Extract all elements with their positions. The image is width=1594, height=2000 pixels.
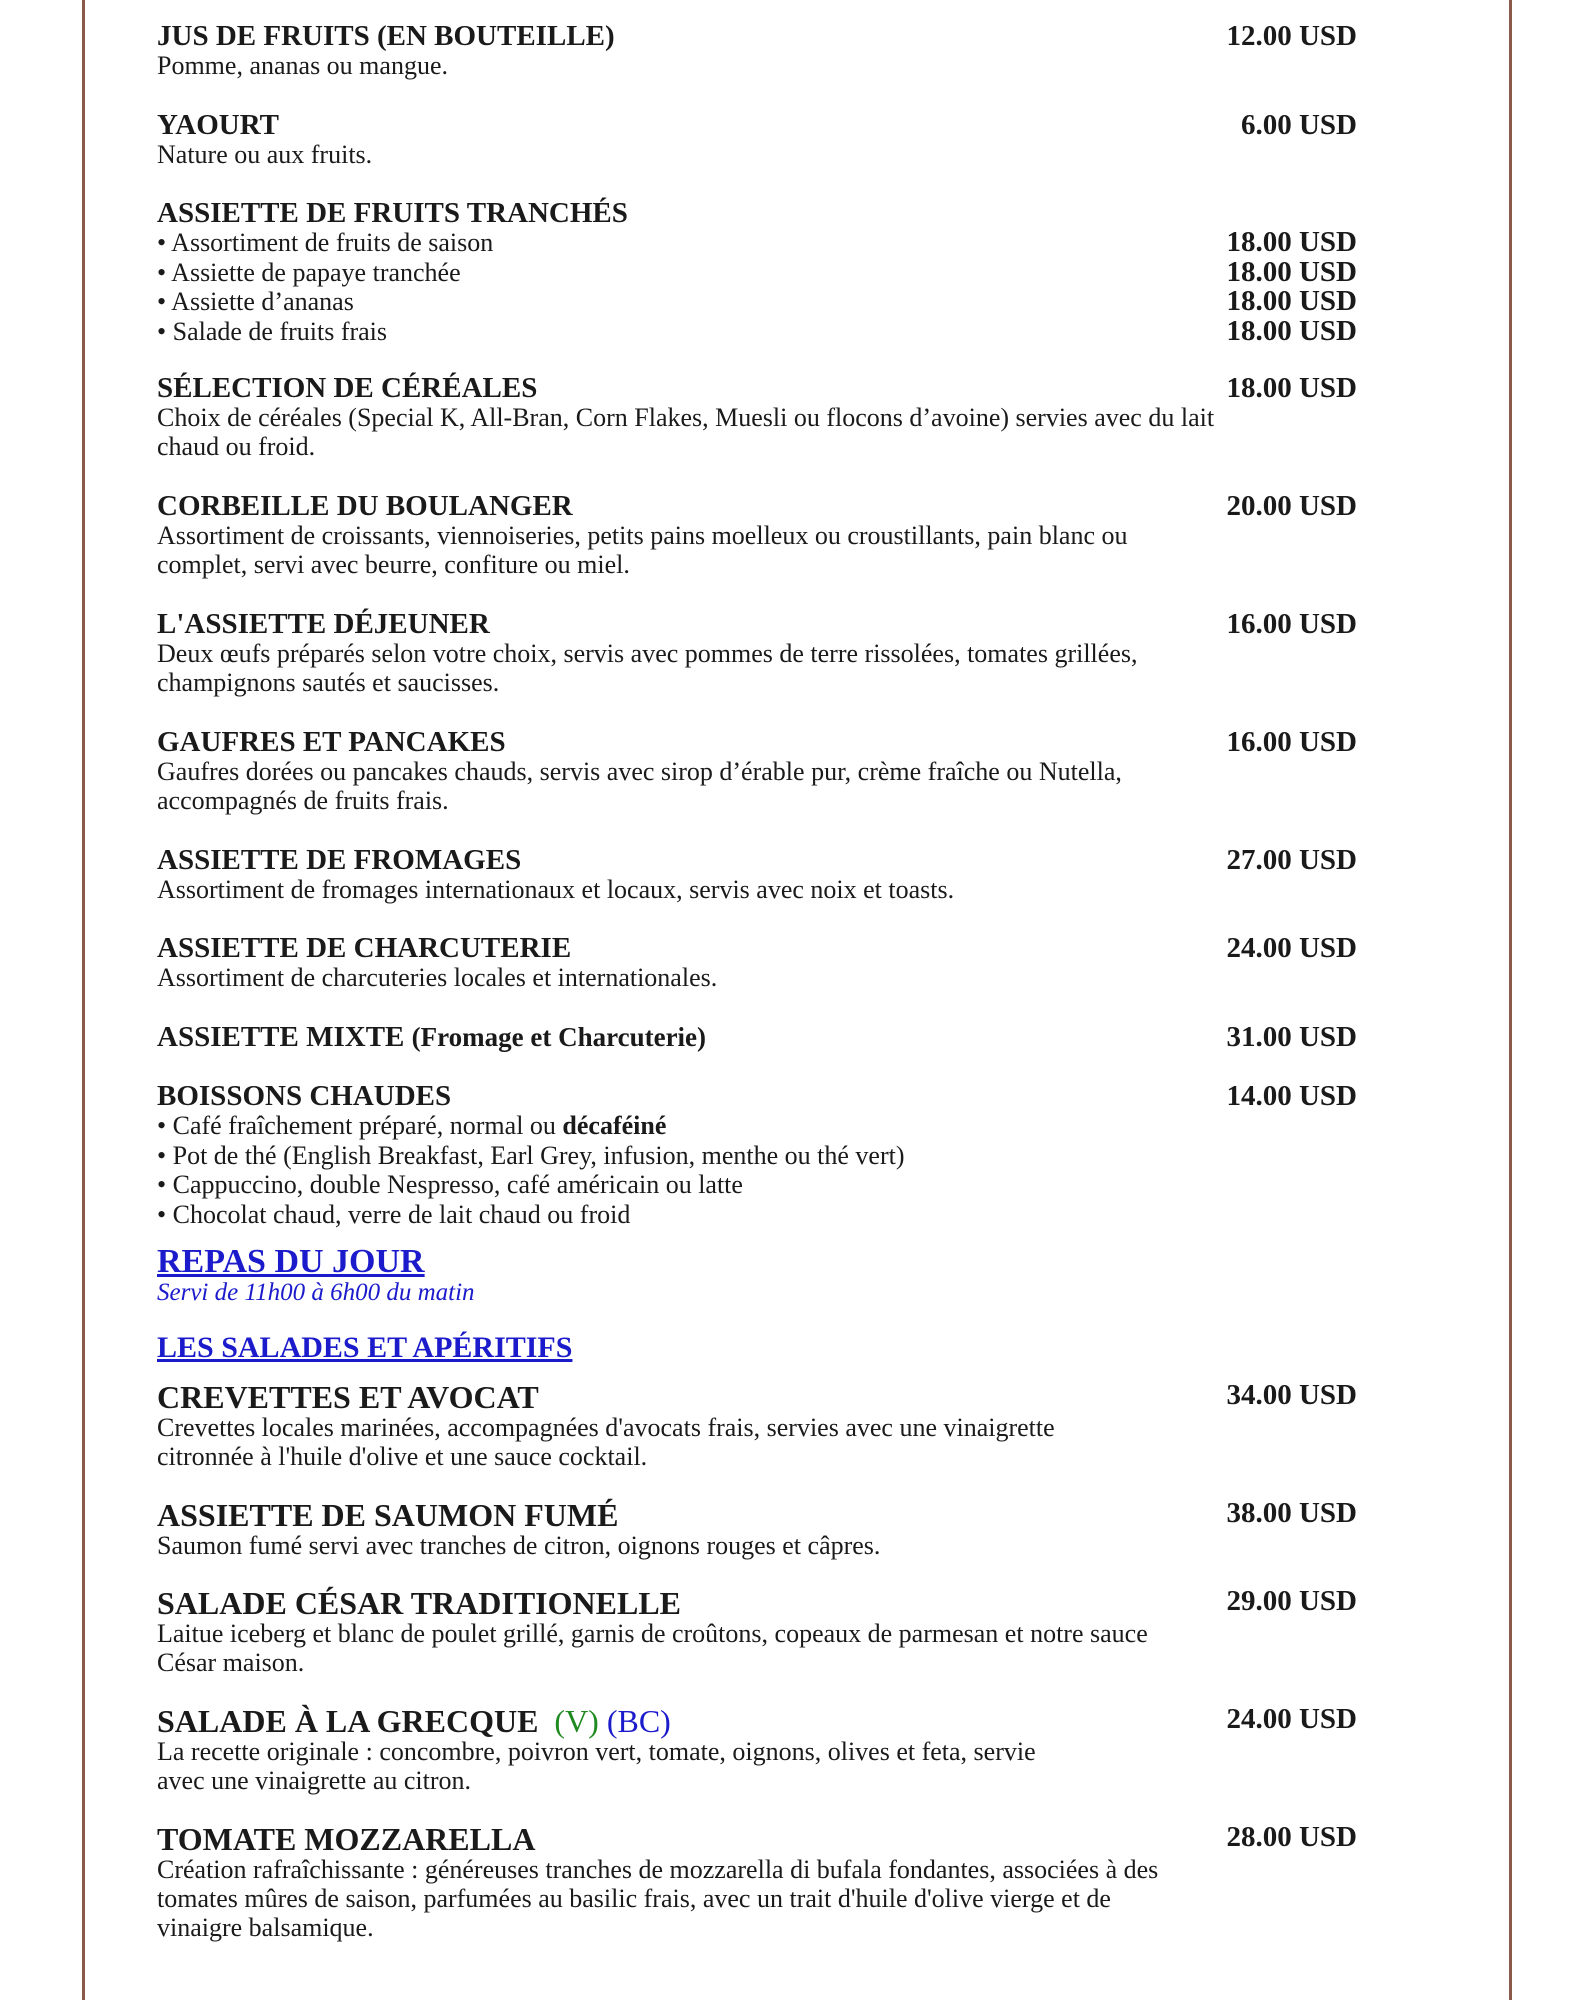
bullet-list	[157, 228, 1357, 346]
list-item: • Cappuccino, double Nespresso, café américain ou latte	[157, 1170, 743, 1199]
item-title	[157, 1023, 706, 1052]
section-title: LES SALADES ET APÉRITIFS	[157, 1331, 573, 1364]
list-item-text: • Salade de fruits frais	[157, 316, 388, 346]
item-price: 27.00 USD	[1226, 844, 1357, 876]
bc-badge: (BC)	[606, 1703, 671, 1739]
item-title: SÉLECTION DE CÉRÉALES	[157, 372, 538, 404]
item-title: ASSIETTE DE CHARCUTERIE	[157, 932, 572, 964]
item-title: ASSIETTE DE FROMAGES	[157, 844, 522, 876]
item-description: Assortiment de fromages internationaux et locaux, servis avec noix et toasts.	[157, 875, 955, 904]
menu-item	[157, 1499, 1357, 1587]
menu-item	[157, 728, 1357, 846]
item-description: Laitue iceberg et blanc de poulet grillé, garnis de croûtons, copeaux de parmesan et notre sauce César maison.	[157, 1619, 1148, 1677]
list-item-text: • Café fraîchement préparé, normal ou	[157, 1111, 563, 1140]
item-price: 34.00 USD	[1226, 1379, 1357, 1411]
menu-item	[157, 1023, 1357, 1082]
item-title: CORBEILLE DU BOULANGER	[157, 490, 573, 522]
menu-item	[157, 1381, 1357, 1499]
list-item	[157, 287, 1357, 317]
item-price: 24.00 USD	[1226, 1703, 1357, 1735]
item-title: ASSIETTE DE SAUMON FUMÉ	[157, 1497, 619, 1533]
item-description: Crevettes locales marinées, accompagnées d'avocats frais, servies avec une vinaigrette citronnée à l'huile d'olive et une sauce cocktail.	[157, 1413, 1055, 1471]
item-description: Choix de céréales (Special K, All-Bran, Corn Flakes, Muesli ou flocons d’avoine) servies avec du lait chaud ou froid.	[157, 403, 1215, 461]
item-price: 20.00 USD	[1226, 490, 1357, 522]
item-title: CREVETTES ET AVOCAT	[157, 1379, 539, 1415]
item-title-sub: (Fromage et Charcuterie)	[411, 1022, 707, 1052]
list-item	[157, 1111, 1357, 1141]
item-price: 18.00 USD	[1226, 314, 1357, 347]
item-price: 16.00 USD	[1226, 726, 1357, 758]
item-price: 12.00 USD	[1226, 20, 1357, 52]
menu-item	[157, 374, 1357, 492]
item-title-main: SALADE À LA GRECQUE	[157, 1703, 539, 1739]
section-repas	[157, 1245, 1357, 1333]
list-item: • Pot de thé (English Breakfast, Earl Grey, infusion, menthe ou thé vert)	[157, 1140, 905, 1170]
item-description: Deux œufs préparés selon votre choix, servis avec pommes de terre rissolées, tomates grillées, champignons sautés et saucisses.	[157, 639, 1138, 697]
item-title: L'ASSIETTE DÉJEUNER	[157, 608, 490, 640]
item-description: Assortiment de charcuteries locales et internationales.	[157, 963, 718, 992]
list-item-text: • Assortiment de fruits de saison	[157, 228, 494, 257]
item-title: JUS DE FRUITS (EN BOUTEILLE)	[157, 20, 615, 52]
right-border	[1509, 0, 1512, 2000]
menu-item	[157, 1823, 1357, 1953]
menu-item-fruits	[157, 199, 1357, 374]
item-price: 31.00 USD	[1226, 1021, 1357, 1053]
menu-item	[157, 22, 1357, 111]
item-title	[157, 1705, 671, 1737]
list-item-text: • Assiette de papaye tranchée	[157, 257, 461, 287]
menu-item-boissons	[157, 1082, 1357, 1245]
section-title: REPAS DU JOUR	[157, 1243, 425, 1280]
section-note: Servi de 11h00 à 6h00 du matin	[157, 1279, 475, 1306]
item-price: 18.00 USD	[1226, 226, 1357, 258]
menu-page	[157, 22, 1357, 1953]
item-price: 18.00 USD	[1226, 372, 1357, 404]
menu-item	[157, 1705, 1357, 1823]
item-title: YAOURT	[157, 109, 279, 141]
list-item	[157, 314, 1357, 347]
bullet-list	[157, 1111, 1357, 1229]
menu-item	[157, 934, 1357, 1023]
vegetarian-badge: (V)	[554, 1703, 599, 1739]
section-salades	[157, 1333, 1357, 1381]
list-item	[157, 228, 1357, 258]
item-title: SALADE CÉSAR TRADITIONELLE	[157, 1585, 681, 1621]
item-title: TOMATE MOZZARELLA	[157, 1821, 536, 1857]
item-price: 24.00 USD	[1226, 932, 1357, 964]
item-description: Gaufres dorées ou pancakes chauds, servis avec sirop d’érable pur, crème fraîche ou Nutella, accompagnés de fruits frais.	[157, 757, 1122, 815]
list-item: • Chocolat chaud, verre de lait chaud ou froid	[157, 1199, 631, 1229]
item-price: 14.00 USD	[1226, 1080, 1357, 1112]
item-price: 28.00 USD	[1226, 1821, 1357, 1853]
item-price: 18.00 USD	[1226, 285, 1357, 317]
item-price: 18.00 USD	[1226, 255, 1357, 288]
item-description: La recette originale : concombre, poivron vert, tomate, oignons, olives et feta, servie avec une vinaigrette au citron.	[157, 1737, 1036, 1795]
menu-item	[157, 492, 1357, 610]
item-title-main: ASSIETTE MIXTE	[157, 1021, 405, 1053]
item-price: 16.00 USD	[1226, 608, 1357, 640]
item-title: GAUFRES ET PANCAKES	[157, 726, 506, 758]
menu-item	[157, 846, 1357, 934]
left-border	[82, 0, 85, 2000]
list-item	[157, 255, 1357, 288]
item-price: 6.00 USD	[1240, 109, 1357, 141]
list-item-text: • Assiette d’ananas	[157, 287, 354, 316]
item-description: Création rafraîchissante : généreuses tranches de mozzarella di bufala fondantes, associées à des tomates mûres de saison, parfumées au basilic frais, avec un trait d'huile d'olive vierge et de vinaigre balsamique.	[157, 1855, 1159, 1942]
item-description: Nature ou aux fruits.	[157, 140, 373, 169]
item-title: BOISSONS CHAUDES	[157, 1080, 452, 1112]
item-description: Saumon fumé servi avec tranches de citron, oignons rouges et câpres.	[157, 1531, 881, 1560]
menu-item	[157, 1587, 1357, 1705]
list-item-emphasis: décaféiné	[562, 1111, 667, 1140]
menu-item	[157, 610, 1357, 728]
item-description: Pomme, ananas ou mangue.	[157, 51, 448, 80]
item-price: 38.00 USD	[1226, 1497, 1357, 1529]
item-price: 29.00 USD	[1226, 1585, 1357, 1617]
menu-item	[157, 111, 1357, 199]
item-title: ASSIETTE DE FRUITS TRANCHÉS	[157, 197, 628, 229]
item-description: Assortiment de croissants, viennoiseries, petits pains moelleux ou croustillants, pain blanc ou complet, servi avec beurre, confiture ou miel.	[157, 521, 1128, 579]
